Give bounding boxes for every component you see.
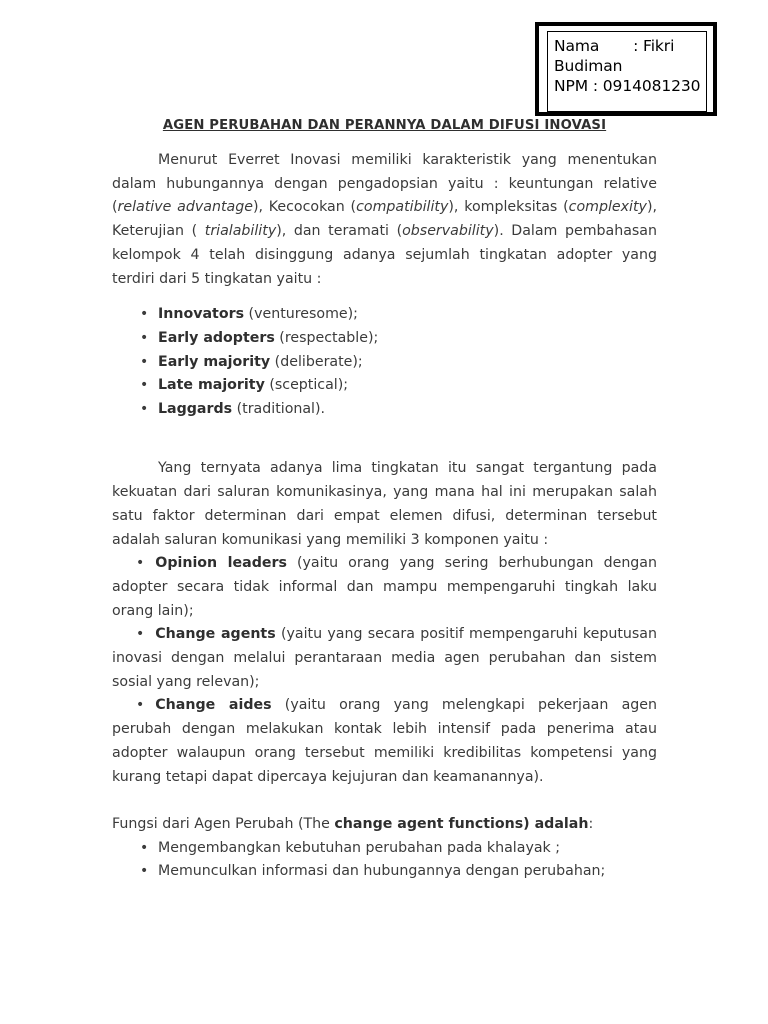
para1-seg1: Menurut Everret Inovasi memiliki karakteristik yang menentukan dalam hubungannya dengan pengadopsian yaitu : keuntungan relative ( (112, 152, 657, 216)
bullet-icon: • (136, 626, 145, 643)
list2-rest-2: (yaitu orang yang melengkapi pekerjaan agen perubah dengan melakukan kontak lebih intensif pada penerima atau adopter walaupun orang tersebut memiliki kredibilitas kompetensi yang kurang tetapi dapat dipercaya kejujuran dan keamanannya). (112, 697, 657, 785)
list1-rest-0: (venturesome); (244, 306, 358, 323)
para1-seg6: ). Dalam pembahasan kelompok 4 telah disinggung adanya sejumlah tingkatan adopter yang terdiri dari 5 tingkatan yaitu : (112, 223, 657, 287)
bullet-icon: • (136, 697, 145, 714)
communication-components-list (112, 552, 657, 789)
spacer (112, 789, 657, 813)
list-item (112, 303, 657, 327)
paragraph-intro (112, 149, 657, 291)
identity-name-line: Nama : Fikri (554, 37, 675, 55)
para1-seg4: ), Keterujian ( (112, 199, 657, 240)
term-change-agent-functions: change agent functions) adalah (334, 815, 589, 832)
identity-name-continued: Budiman (554, 57, 623, 75)
term-complexity: complexity (568, 199, 647, 216)
list3-text-1: Memunculkan informasi dan hubungannya dengan perubahan; (158, 863, 606, 880)
spacer (112, 422, 657, 446)
list1-term-0: Innovators (158, 306, 245, 323)
term-trialability: trialability (197, 223, 277, 240)
term-compatibility: compatibility (356, 199, 449, 216)
list1-rest-4: (traditional). (232, 401, 326, 418)
list-item (112, 694, 657, 789)
list2-rest-1: (yaitu yang secara positif mempengaruhi keputusan inovasi dengan melalui perantaraan media agen perubahan dan sistem sosial yang relevan); (112, 626, 657, 690)
list2-term-0: Opinion leaders (155, 555, 287, 572)
list1-term-4: Laggards (158, 401, 233, 418)
list1-rest-1: (respectable); (274, 329, 379, 346)
bullet-icon: • (136, 555, 145, 572)
list-item (112, 552, 657, 623)
list-item (112, 398, 657, 422)
para3-seg2: : (588, 815, 594, 832)
list-item (112, 837, 657, 861)
list-item (112, 860, 657, 884)
page-title: AGEN PERUBAHAN DAN PERANNYA DALAM DIFUSI INOVASI (162, 118, 607, 133)
paragraph-communication-channels: Yang ternyata adanya lima tingkatan itu sangat tergantung pada kekuatan dari saluran komunikasinya, yang mana hal ini merupakan salah satu faktor determinan dari empat elemen difusi, determinan tersebut adalah saluran komunikasi yang memiliki 3 komponen yaitu : (112, 460, 657, 548)
paragraph-agent-functions (112, 813, 657, 837)
identity-npm-line: NPM : 0914081230 (554, 77, 701, 95)
spacer (112, 445, 657, 457)
para1-seg2: ), Kecocokan ( (252, 199, 357, 216)
agent-functions-list (112, 837, 657, 884)
list2-rest-0: (yaitu orang yang sering berhubungan dengan adopter secara tidak informal dan mampu mempengaruhi tingkah laku orang lain); (112, 555, 657, 619)
list2-term-1: Change agents (155, 626, 276, 643)
list1-rest-3: (sceptical); (264, 377, 349, 394)
identity-box (535, 22, 717, 116)
list1-term-1: Early adopters (158, 329, 275, 346)
list1-rest-2: (deliberate); (270, 353, 363, 370)
list3-text-0: Mengembangkan kebutuhan perubahan pada khalayak ; (158, 839, 561, 856)
adopter-categories-list (112, 303, 657, 422)
list1-term-3: Late majority (158, 377, 265, 394)
identity-box-inner (547, 31, 707, 112)
para3-seg1: Fungsi dari Agen Perubah (The (112, 815, 335, 832)
term-observability: observability (402, 223, 494, 240)
spacer (112, 291, 657, 303)
list-item (112, 351, 657, 375)
list1-term-2: Early majority (158, 353, 271, 370)
list-item (112, 623, 657, 694)
list2-term-2: Change aides (155, 697, 272, 714)
document-body (112, 118, 657, 884)
para1-seg5: ), dan teramati ( (276, 223, 403, 240)
term-relative-advantage: relative advantage (117, 199, 253, 216)
para1-seg3: ), kompleksitas ( (448, 199, 569, 216)
list-item (112, 374, 657, 398)
list-item (112, 327, 657, 351)
